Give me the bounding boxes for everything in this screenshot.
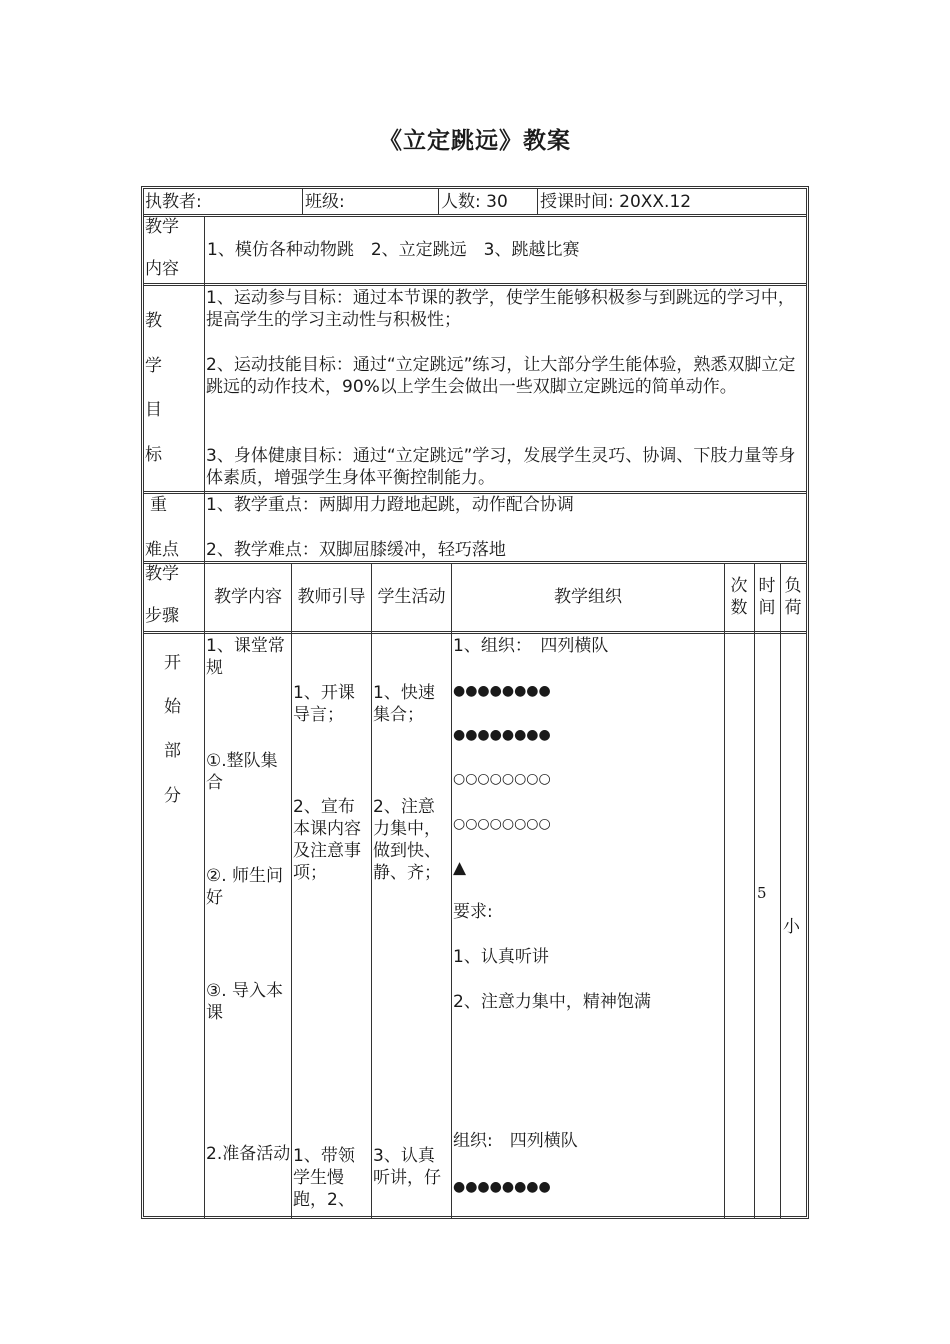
requirement-1: 1、认真听讲 [453,947,549,967]
formation-row-filled-3: ●●●●●●●● [453,1179,551,1195]
key-point: 1、教学重点：两脚用力蹬地起跳，动作配合协调 [206,495,574,515]
content-text: 1、模仿各种动物跳 2、立定跳远 3、跳越比赛 [207,240,580,260]
col-divider [204,217,205,1219]
teacher-position-mark: ▲ [453,858,467,878]
objectives-label-4: 标 [145,445,162,465]
content-item-routine: 1、课堂常规 [206,636,285,678]
difficult-point: 2、教学难点：双脚屈膝缓冲，轻巧落地 [206,540,506,560]
row-divider [144,561,806,564]
formation-row-empty-2: ○○○○○○○○ [453,816,551,832]
org-formation-2: 组织: 四列横队 [453,1131,578,1151]
student-count: 人数: 30 [441,192,508,212]
col-divider [291,564,292,1219]
col-divider [537,189,538,214]
steps-label: 教学 步骤 [145,564,179,626]
col-divider [371,564,372,1219]
start-part-label-2: 始 [164,697,181,717]
student-item-gather: 1、快速集合； [373,683,435,725]
teacher-item-opening: 1、开课导言； [293,683,355,725]
keypoints-label-1: 重 [150,495,167,515]
class-label: 班级: [305,192,345,212]
keypoints-label-2: 难点 [145,540,179,560]
teacher-item-jog: 1、带领学生慢跑，2、 [293,1146,355,1210]
row-divider [144,283,806,286]
content-item-intro: ③. 导入本课 [206,981,284,1023]
content-item-line-up: ①.整队集合 [206,751,278,793]
content-item-greeting: ②. 师生问好 [206,866,284,908]
teacher-label: 执教者: [145,192,202,212]
col-divider [724,564,725,1219]
requirement-2: 2、注意力集中，精神饱满 [453,992,651,1012]
objectives-label-1: 教 [145,311,162,331]
objective-participation: 1、运动参与目标：通过本节课的教学，使学生能够积极参与到跳远的学习中，提高学生的学习主动性与积极性； [206,288,795,330]
objectives-label-2: 学 [145,356,162,376]
objectives-label-3: 目 [145,400,162,420]
col-header-duration: 时间 [758,576,776,618]
org-formation: 1、组织： 四列横队 [453,636,609,656]
formation-row-empty-1: ○○○○○○○○ [453,771,551,787]
content-item-warmup: 2.准备活动 [206,1144,291,1164]
col-divider [451,564,452,1219]
teacher-item-announce: 2、宣布本课内容及注意事项； [293,797,361,883]
start-part-label-3: 部 [164,741,181,761]
start-part-label-1: 开 [164,653,181,673]
row-divider [144,631,806,634]
row-divider [144,214,806,217]
formation-row-filled-2: ●●●●●●●● [453,727,551,743]
lesson-plan-table [141,186,809,1219]
lesson-time: 授课时间: 20XX.12 [540,192,692,212]
requirement-label: 要求: [453,902,493,922]
col-header-load: 负荷 [784,576,802,618]
col-header-organization: 教学组织 [554,587,622,607]
student-item-listen: 3、认真听讲，仔 [373,1146,441,1188]
start-part-label-4: 分 [164,786,181,806]
formation-row-filled-1: ●●●●●●●● [453,683,551,699]
col-header-content: 教学内容 [214,587,282,607]
col-header-times: 次数 [730,576,748,618]
col-header-teacher: 教师引导 [297,587,366,607]
col-header-student: 学生活动 [377,587,446,607]
col-divider [754,564,755,1219]
page-title: 《立定跳远》教案 [379,128,571,154]
col-divider [780,564,781,1219]
objective-skill: 2、运动技能目标：通过“立定跳远”练习，让大部分学生能体验，熟悉双脚立定跳远的动作技术，90%以上学生会做出一些双脚立定跳远的简单动作。 [206,355,796,397]
duration-value: 5 [757,884,767,902]
content-label: 教学 内容 [145,217,179,279]
student-item-focus: 2、注意力集中，做到快、静、齐； [373,797,441,883]
objective-health: 3、身体健康目标：通过“立定跳远”学习，发展学生灵巧、协调、下肢力量等身体素质，增强学生身体平衡控制能力。 [206,446,796,488]
col-divider [302,189,303,214]
col-divider [438,189,439,214]
load-value: 小 [783,917,800,937]
